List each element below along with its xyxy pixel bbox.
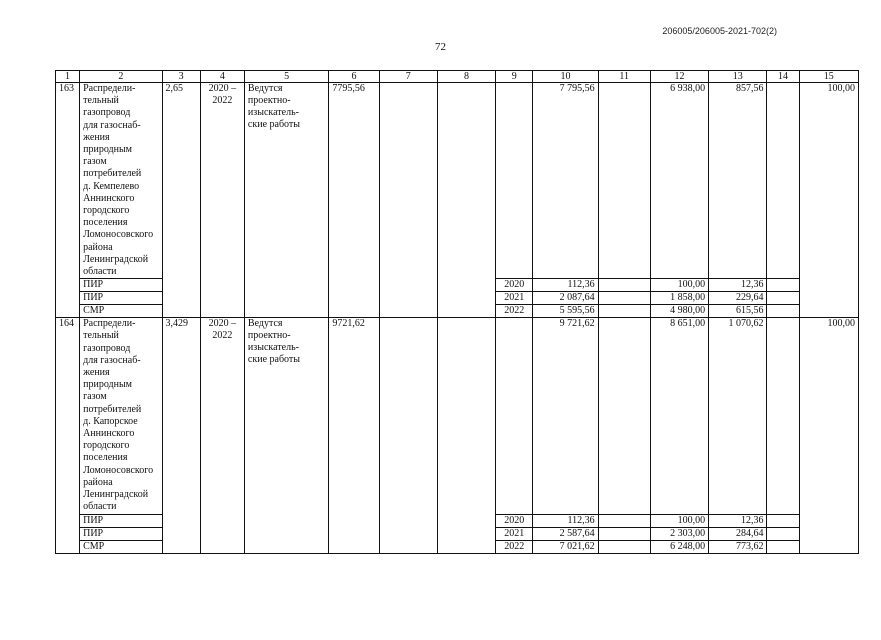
col11-cell: [598, 514, 650, 527]
stage-year: 2020: [496, 514, 533, 527]
status-line: ские работы: [247, 354, 300, 366]
column-header: 3: [162, 71, 200, 83]
readiness-percent: 100,00: [799, 83, 858, 318]
row-number: 164: [56, 318, 80, 553]
federal-amount: 8 651,00: [650, 318, 708, 514]
object-name-line: Распредели-: [83, 318, 136, 330]
object-name-line: газом: [83, 391, 107, 403]
column-header: 8: [437, 71, 495, 83]
status-line: Ведутся: [247, 83, 283, 94]
status-line: изыскатель-: [247, 107, 299, 118]
table-row: [56, 318, 859, 514]
object-name-line: для газоснаб-: [83, 119, 141, 131]
object-name-line: района: [83, 241, 113, 253]
object-name-line: области: [83, 266, 117, 278]
col11-cell: [598, 83, 650, 279]
object-name-line: жения: [83, 367, 110, 379]
col11-cell: [598, 305, 650, 318]
stage-regional-amount: 12,36: [709, 279, 767, 292]
col7-cell: [379, 318, 437, 553]
period-value: 2020 – 2022: [200, 318, 244, 553]
federal-amount: 6 938,00: [650, 83, 708, 279]
object-name-line: д. Кемпелево: [83, 180, 140, 192]
col14-cell: [767, 83, 799, 279]
object-name-line: жения: [83, 131, 110, 143]
object-name-line: для газоснаб-: [83, 354, 141, 366]
total-cost-value: 7795,56: [329, 83, 379, 318]
column-header: 15: [799, 71, 858, 83]
data-table: [55, 70, 859, 554]
stage-year: 2021: [496, 527, 533, 540]
stage-amount: 112,36: [533, 279, 598, 292]
stage-label: СМР: [80, 540, 162, 553]
col11-cell: [598, 292, 650, 305]
stage-label: ПИР: [80, 292, 162, 305]
amount-total: 7 795,56: [533, 83, 598, 279]
stage-federal-amount: 100,00: [650, 514, 708, 527]
object-name-line: поселения: [83, 217, 128, 229]
object-name-line: Аннинского: [83, 192, 135, 204]
status-text: [244, 318, 328, 553]
object-name-line: газопровод: [83, 107, 131, 119]
stage-regional-amount: 615,56: [709, 305, 767, 318]
regional-amount: 857,56: [709, 83, 767, 279]
col8-cell: [437, 83, 495, 318]
col14-cell: [767, 318, 799, 514]
year-cell: [496, 318, 533, 514]
object-name-line: природным: [83, 379, 133, 391]
object-name-line: потребителей: [83, 403, 142, 415]
col14-cell: [767, 305, 799, 318]
stage-federal-amount: 2 303,00: [650, 527, 708, 540]
stage-regional-amount: 773,62: [709, 540, 767, 553]
status-line: изыскатель-: [247, 342, 299, 354]
object-name: [80, 83, 162, 279]
page-number: 72: [435, 41, 446, 53]
stage-federal-amount: 1 858,00: [650, 292, 708, 305]
col14-cell: [767, 292, 799, 305]
col14-cell: [767, 279, 799, 292]
total-cost-value: 9721,62: [329, 318, 379, 553]
readiness-percent: 100,00: [799, 318, 858, 553]
column-header: 13: [709, 71, 767, 83]
col8-cell: [437, 318, 495, 553]
object-name-line: Аннинского: [83, 428, 135, 440]
regional-amount: 1 070,62: [709, 318, 767, 514]
col14-cell: [767, 514, 799, 527]
column-header: 1: [56, 71, 80, 83]
stage-year: 2020: [496, 279, 533, 292]
table-body: [56, 71, 859, 554]
object-name-line: Ломоносовского: [83, 464, 154, 476]
stage-amount: 7 021,62: [533, 540, 598, 553]
stage-label: ПИР: [80, 279, 162, 292]
stage-federal-amount: 4 980,00: [650, 305, 708, 318]
table-row: [56, 83, 859, 279]
object-name-line: природным: [83, 144, 133, 156]
object-name-line: тельный: [83, 330, 119, 342]
col11-cell: [598, 279, 650, 292]
stage-amount: 2 587,64: [533, 527, 598, 540]
object-name-line: д. Капорское: [83, 415, 138, 427]
period-value: 2020 – 2022: [200, 83, 244, 318]
stage-regional-amount: 284,64: [709, 527, 767, 540]
object-name-line: поселения: [83, 452, 128, 464]
stage-label: ПИР: [80, 514, 162, 527]
object-name-line: Распредели-: [83, 83, 136, 94]
status-line: ские работы: [247, 119, 300, 130]
object-name-line: Ленинградской: [83, 253, 149, 265]
object-name: [80, 318, 162, 514]
stage-year: 2021: [496, 292, 533, 305]
stage-label: СМР: [80, 305, 162, 318]
object-name-line: области: [83, 501, 117, 513]
column-header: 2: [80, 71, 162, 83]
column-header: 11: [598, 71, 650, 83]
object-name-line: газопровод: [83, 342, 131, 354]
status-line: Ведутся: [247, 318, 283, 330]
object-name-line: района: [83, 476, 113, 488]
column-header: 14: [767, 71, 799, 83]
object-name-line: городского: [83, 205, 130, 217]
object-name-line: Ленинградской: [83, 489, 149, 501]
status-line: проектно-: [247, 330, 291, 342]
year-cell: [496, 83, 533, 279]
col7-cell: [379, 83, 437, 318]
column-header: 5: [244, 71, 328, 83]
stage-federal-amount: 6 248,00: [650, 540, 708, 553]
stage-regional-amount: 229,64: [709, 292, 767, 305]
stage-federal-amount: 100,00: [650, 279, 708, 292]
stage-label: ПИР: [80, 527, 162, 540]
object-name-line: потребителей: [83, 168, 142, 180]
stage-year: 2022: [496, 540, 533, 553]
column-header: 6: [329, 71, 379, 83]
row-number: 163: [56, 83, 80, 318]
object-name-line: городского: [83, 440, 130, 452]
column-header: 9: [496, 71, 533, 83]
col11-cell: [598, 527, 650, 540]
col14-cell: [767, 527, 799, 540]
stage-year: 2022: [496, 305, 533, 318]
stage-amount: 112,36: [533, 514, 598, 527]
amount-total: 9 721,62: [533, 318, 598, 514]
col11-cell: [598, 318, 650, 514]
document-reference: 206005/206005-2021-702(2): [662, 26, 777, 36]
stage-amount: 5 595,56: [533, 305, 598, 318]
length-value: 3,429: [162, 318, 200, 553]
status-text: [244, 83, 328, 318]
stage-amount: 2 087,64: [533, 292, 598, 305]
object-name-line: тельный: [83, 95, 119, 107]
length-value: 2,65: [162, 83, 200, 318]
column-header: 4: [200, 71, 244, 83]
column-header: 12: [650, 71, 708, 83]
col11-cell: [598, 540, 650, 553]
column-header: 7: [379, 71, 437, 83]
header-row: [56, 71, 859, 83]
column-header: 10: [533, 71, 598, 83]
stage-regional-amount: 12,36: [709, 514, 767, 527]
object-name-line: газом: [83, 156, 107, 168]
status-line: проектно-: [247, 95, 291, 106]
object-name-line: Ломоносовского: [83, 229, 154, 241]
col14-cell: [767, 540, 799, 553]
